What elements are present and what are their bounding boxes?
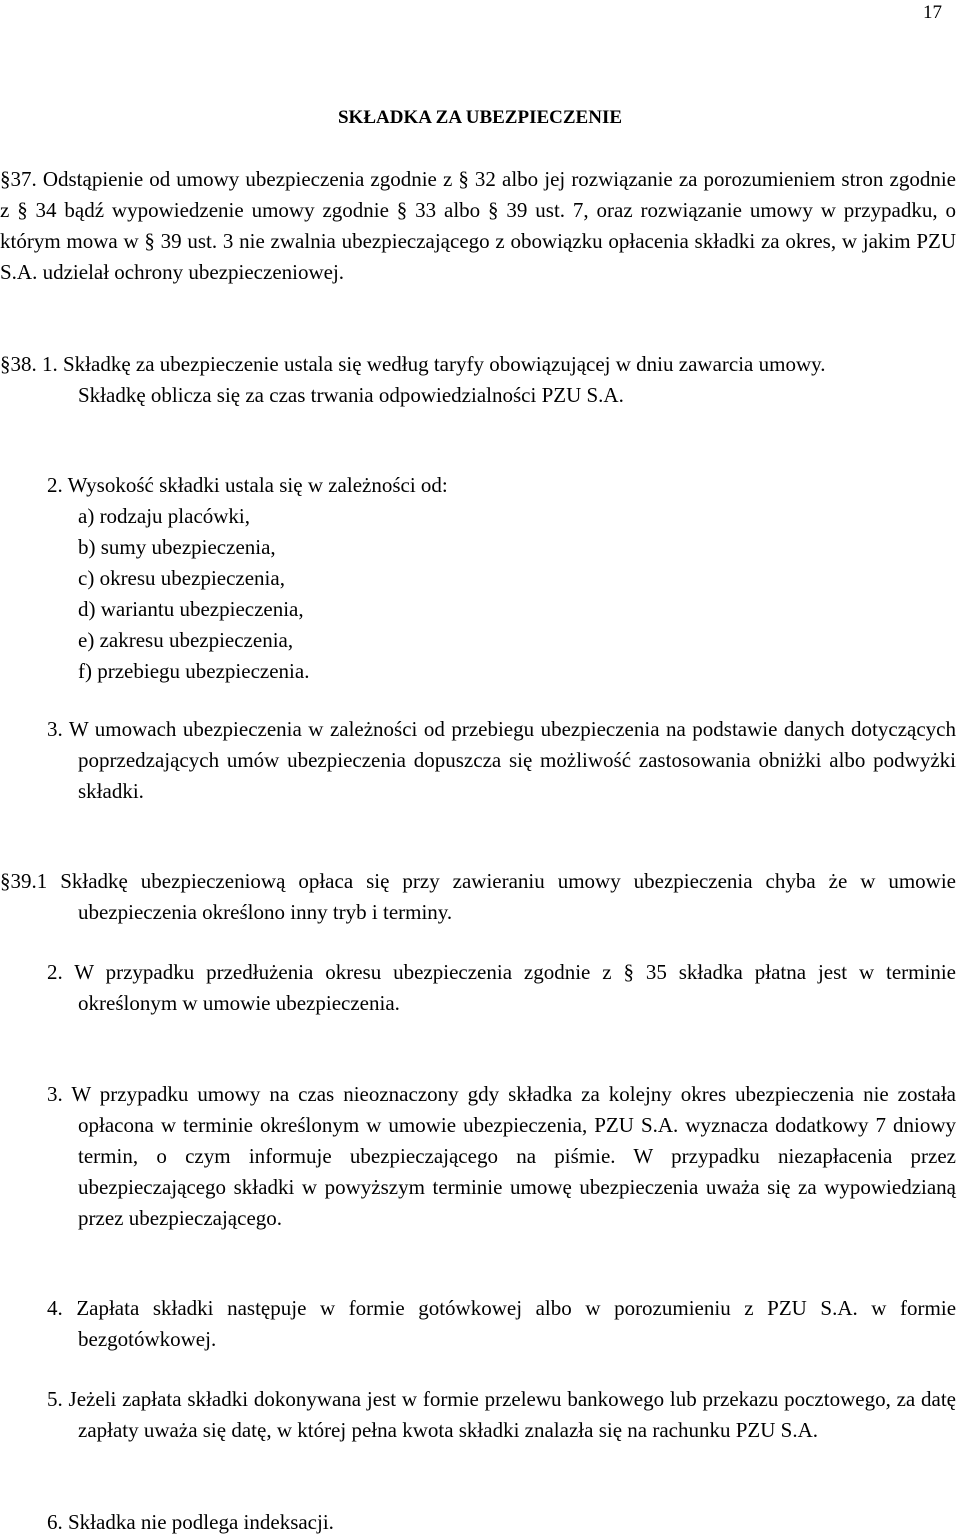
s38-2-lead: 2. xyxy=(47,473,63,497)
s39-4-text: Zapłata składki następuje w formie gotówkowej albo w porozumieniu z PZU S.A. w formie bezgotówkowej. xyxy=(76,1296,957,1351)
paragraph-s38-2 xyxy=(0,470,956,687)
section-title: SKŁADKA ZA UBEZPIECZENIE xyxy=(337,107,623,128)
s38-3-lead: 3. xyxy=(47,717,63,741)
s39-3-lead: 3. xyxy=(47,1082,63,1106)
paragraph-s39-4 xyxy=(0,1293,956,1355)
s39-6-text: Składka nie podlega indeksacji. xyxy=(68,1510,334,1534)
s39-4-lead: 4. xyxy=(47,1296,63,1320)
list-item: e) zakresu ubezpieczenia, xyxy=(78,628,294,652)
s39-5-text: Jeżeli zapłata składki dokonywana jest w formie przelewu bankowego lub przekazu pocztowego, za datę zapłaty uważa się datę, w której pełna kwota składki znalazła się na rachunku PZU S.A. xyxy=(68,1387,957,1442)
paragraph-s38-1 xyxy=(0,349,956,411)
paragraph-s39-2 xyxy=(0,957,956,1019)
paragraph-s39-5 xyxy=(0,1384,956,1446)
list-item: d) wariantu ubezpieczenia, xyxy=(78,597,304,621)
paragraph-s39-6 xyxy=(0,1507,956,1538)
paragraph-s37: §37. Odstąpienie od umowy ubezpieczenia zgodnie z § 32 albo jej rozwiązanie za porozumieniem stron zgodnie z § 34 bądź wypowiedzenie umowy zgodnie § 33 albo § 39 ust. 7, oraz rozwiązanie umowy w przypadku, o którym mowa w § 39 ust. 3 nie zwalnia ubezpieczającego z obowiązku opłacenia składki za okres, w jakim PZU S.A. udzielał ochrony ubezpieczeniowej. xyxy=(0,167,956,284)
paragraph-s38-3 xyxy=(0,714,956,807)
s39-1-text: Składkę ubezpieczeniową opłaca się przy zawieraniu umowy ubezpieczenia chyba że w umowie ubezpieczenia określono inny tryb i terminy. xyxy=(60,869,956,924)
paragraph-s39-1 xyxy=(0,866,956,928)
s38-3-text: W umowach ubezpieczenia w zależności od przebiegu ubezpieczenia na podstawie danych dotyczących poprzedzających umów ubezpieczenia dopuszcza się możliwość zastosowania obniżki albo podwyżki składki. xyxy=(68,717,956,803)
s38-2-text: Wysokość składki ustala się w zależności od: xyxy=(67,473,448,497)
list-item: b) sumy ubezpieczenia, xyxy=(78,535,276,559)
s38-1-continuation: Składkę oblicza się za czas trwania odpowiedzialności PZU S.A. xyxy=(78,383,624,407)
list-item: a) rodzaju placówki, xyxy=(78,504,251,528)
s39-2-lead: 2. xyxy=(47,960,63,984)
s39-6-lead: 6. xyxy=(47,1510,63,1534)
list-item: c) okresu ubezpieczenia, xyxy=(78,566,285,590)
s39-3-text: W przypadku umowy na czas nieoznaczony gdy składka za kolejny okres ubezpieczenia nie została opłacona w terminie określonym w umowie ubezpieczenia, PZU S.A. wyznacza dodatkowy 7 dniowy termin, o czym informuje ubezpieczającego na piśmie. W przypadku niezapłacenia przez ubezpieczającego składki w powyższym terminie umowę ubezpieczenia uważa się za wypowiedzianą przez ubezpieczającego. xyxy=(71,1082,956,1230)
list-item: f) przebiegu ubezpieczenia. xyxy=(78,659,310,683)
s39-2-text: W przypadku przedłużenia okresu ubezpieczenia zgodnie z § 35 składka płatna jest w terminie określonym w umowie ubezpieczenia. xyxy=(74,960,956,1015)
s39-1-lead: §39.1 xyxy=(0,869,48,893)
s38-1-text: Składkę za ubezpieczenie ustala się według taryfy obowiązującej w dniu zawarcia umowy. xyxy=(63,352,826,376)
s38-1-lead: §38. 1. xyxy=(0,352,58,376)
s39-5-lead: 5. xyxy=(47,1387,63,1411)
paragraph-s39-3 xyxy=(0,1079,956,1234)
page-number: 17 xyxy=(923,2,942,23)
